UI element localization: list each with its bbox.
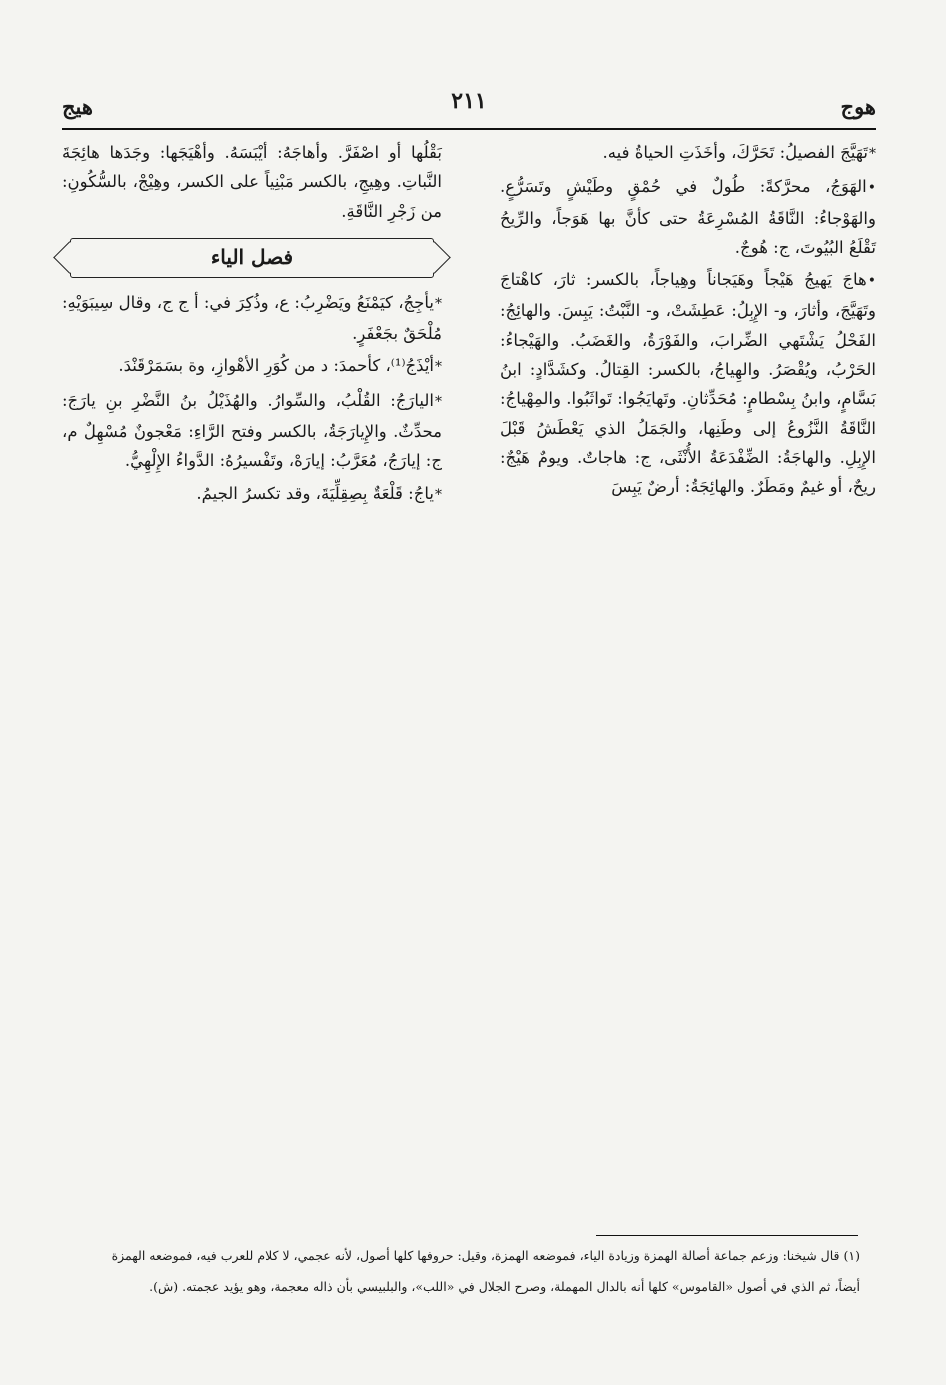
- entry-hawaj: • الهَوَجُ، محرَّكةً: طُولٌ في حُمْقٍ وطَيْشٍ وتَسَرُّعٍ. والهَوْجاءُ: النَّاقَةُ المُسْرِعَةُ حتى كأنَّ بها هَوَجاً، والرِّيحُ تَقْلَعُ البُيُوتَ، ج: هُوجٌ.: [500, 172, 876, 262]
- entry-aydhaj: * أيْذَجُ⁽¹⁾، كأحمدَ: د من كُوَرِ الأهْوازِ، وة بسَمَرْقَنْدَ.: [62, 351, 442, 382]
- right-column: [500, 138, 876, 505]
- footnote: [56, 1240, 860, 1302]
- page-number: ٢١١: [451, 88, 487, 114]
- left-column: [62, 138, 442, 513]
- entry-yaj: * ياجُ: قَلْعَةٌ بِصِقِلِّيَةَ، وقد تكسرُ الجيمُ.: [62, 479, 442, 510]
- entry-tahayyaja: * تَهَيَّجَ الفصيلُ: تَحَرَّكَ، وأخَذَتِ الحياةُ فيه.: [500, 138, 876, 169]
- section-title: فصل الياء: [203, 243, 301, 272]
- header-rule: [62, 128, 876, 130]
- entry-yajij: * يأجِجُ، كيَمْنَعُ ويَضْرِبُ: ع، وذُكِرَ في: أ ج ج، وقال سِيبَوَيْهِ: مُلْحَقٌ بجَعْفَرٍ.: [62, 288, 442, 349]
- header-root-right: هوج: [840, 94, 876, 119]
- page-header: [62, 88, 876, 122]
- footnote-line: (١) قال شيخنا: وزعم جماعة أصالة الهمزة وزيادة الياء، فموضعه الهمزة، وقيل: حروفها كلها أصول، لأنه عجمي، لا كلام للعرب فيه، فموضعه الهمزة: [111, 1248, 860, 1263]
- header-root-left: هيج: [62, 94, 93, 119]
- footnote-rule: [596, 1235, 858, 1236]
- entry-continuation: بَقْلُها أو اصْفَرَّ. وأهاجَهُ: أيْبَسَهُ. وأهْيَجَها: وجَدَها هائِجَةَ النَّباتِ. وهِيجِ، بالكسر مَبْنِياً على الكسر، وهِيْجْ، بالسُّكُونِ: من زَجْرِ النَّاقَةِ.: [62, 143, 442, 221]
- section-heading-box: [70, 238, 434, 278]
- entry-haja: • هاجَ يَهيجُ هَيْجاً وهَيَجاناً وهِياجاً، بالكسر: ثارَ، كاهْتاجَ وتَهَيَّجَ، وأثارَ، و- الإِبِلُ: عَطِشَتْ، و- النَّبْتُ: يَبِسَ. والهائِجُ: الفَحْلُ يَشْتَهي الضِّرابَ، والفَوْرَةُ، والغَضَبُ. والهَيْجاءُ: الحَرْبُ، ويُقْصَرُ. والهِياجُ، بالكسر: القِتالُ. وكشَدَّادٍ: ابنُ بَسَّامٍ، وابنُ بِسْطامٍ: مُحَدِّثانِ. وتَهايَجُوا: تَواثَبُوا. والمِهْياجُ: النَّاقَةُ النَّزُوعُ إلى وطَنِها، والجَمَلُ الذي يَعْطَشُ قَبْلَ الإِبِلِ. والهاجَةُ: الضِّفْدَعَةُ الأُنْثَى، ج: هاجاتٌ. ويومٌ هَيْجٌ: ريحٌ، أو غيمٌ ومَطَرٌ. والهائِجَةُ: أرضٌ يَبِسَ: [500, 265, 876, 501]
- footnote-line: أيضاً، ثم الذي في أصول «القاموس» كلها أنه بالدال المهملة، وصرح الجلال في «اللب»، والبلبيسي بأن ذاله معجمة، وهو يؤيد عجمته. (ش).: [149, 1279, 860, 1294]
- entry-yarij: * اليارَجُ: القُلْبُ، والسِّوارُ. والهُذَيْلُ بنُ النَّضْرِ بنِ يارَجَ: محدِّثٌ. والإِيارَجَةُ، بالكسر وفتح الرَّاءِ: مَعْجونٌ مُسْهِلٌ م، ج: إيارَجُ، مُعَرَّبُ: إيارَهْ، وتَفْسيرُهُ: الدَّواءُ الإِلْهِيُّ.: [62, 386, 442, 476]
